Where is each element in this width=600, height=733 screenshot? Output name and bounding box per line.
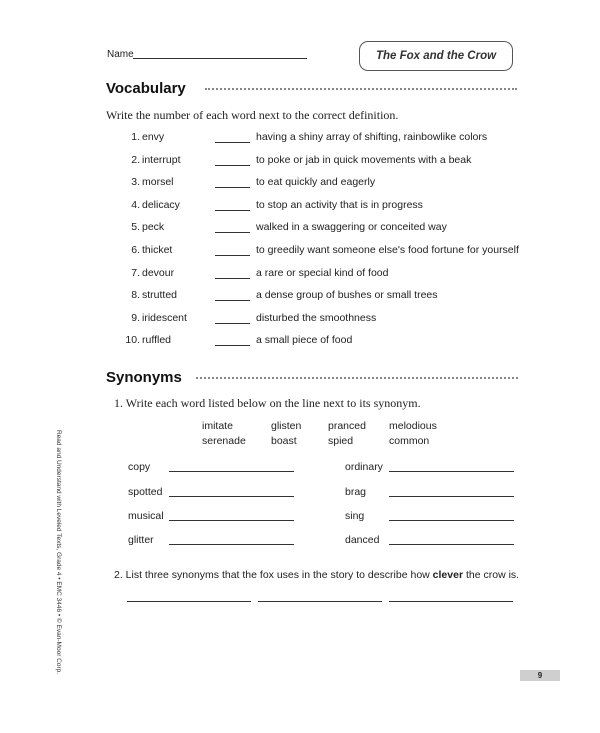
vocabulary-instructions: Write the number of each word next to the correct definition. — [106, 108, 399, 122]
word-bank-word: melodious — [389, 420, 437, 432]
vocabulary-item — [0, 176, 600, 190]
word-bank-word: common — [389, 435, 430, 447]
definition: to stop an activity that is in progress — [256, 198, 423, 211]
word-bank-word: imitate — [202, 420, 233, 432]
answer-blank[interactable] — [215, 323, 250, 324]
synonym-answer-line-left[interactable] — [169, 496, 294, 497]
synonym-word-left: musical — [128, 510, 164, 522]
item-number: 1. — [131, 131, 140, 143]
item-number: 10. — [125, 334, 140, 347]
synonyms-divider — [196, 377, 518, 379]
vocabulary-heading: Vocabulary — [106, 80, 186, 97]
vocabulary-item — [0, 312, 600, 326]
answer-blank[interactable] — [215, 300, 250, 301]
synonym-word-right: danced — [345, 534, 380, 546]
vocabulary-item — [0, 221, 600, 235]
definition: to eat quickly and eagerly — [256, 176, 376, 189]
answer-blank[interactable] — [215, 232, 250, 233]
definition: a small piece of food — [256, 334, 353, 347]
vocab-word: thicket — [142, 244, 173, 256]
definition: to poke or jab in quick movements with a beak — [256, 153, 472, 166]
answer-line-1[interactable] — [127, 601, 251, 602]
synonym-answer-line-right[interactable] — [389, 496, 514, 497]
word-bank-word: spied — [328, 435, 354, 447]
vocab-word: delicacy — [142, 198, 180, 211]
story-title-box — [359, 41, 513, 71]
synonyms-heading: Synonyms — [106, 369, 182, 386]
word-bank-word: boast — [271, 435, 297, 447]
item-number: 6. — [131, 244, 140, 256]
word-bank-word: serenade — [202, 435, 246, 447]
vocabulary-item — [0, 199, 600, 213]
answer-blank[interactable] — [215, 187, 250, 188]
vocab-word: devour — [142, 266, 175, 279]
vocab-word: peck — [142, 221, 165, 234]
answer-line-3[interactable] — [389, 601, 513, 602]
synonym-word-left: spotted — [128, 486, 163, 498]
item-number: 3. — [131, 176, 140, 189]
synonym-answer-line-right[interactable] — [389, 471, 514, 472]
vocab-word: envy — [142, 131, 165, 143]
synonym-word-left: copy — [128, 461, 151, 473]
answer-blank[interactable] — [215, 278, 250, 279]
vocab-word: strutted — [142, 289, 178, 302]
synonym-word-right: brag — [345, 486, 367, 498]
synonym-answer-line-left[interactable] — [169, 544, 294, 545]
answer-blank[interactable] — [215, 210, 250, 211]
q2-suffix: the crow is. — [463, 569, 520, 581]
vocabulary-item — [0, 244, 600, 258]
definition: having a shiny array of shifting, rainbowlike colors — [256, 131, 488, 143]
definition: a rare or special kind of food — [256, 266, 389, 279]
synonyms-question-2 — [114, 569, 519, 581]
word-bank-word: glisten — [271, 420, 302, 432]
synonym-answer-line-right[interactable] — [389, 544, 514, 545]
item-number: 5. — [131, 221, 140, 234]
definition: to greedily want someone else's food fortune for yourself — [256, 244, 519, 256]
story-title: The Fox and the Crow — [375, 50, 497, 62]
answer-blank[interactable] — [215, 255, 250, 256]
definition: walked in a swaggering or conceited way — [256, 221, 447, 234]
answer-line-2[interactable] — [258, 601, 382, 602]
item-number: 7. — [131, 266, 140, 279]
item-number: 9. — [131, 311, 140, 324]
definition: disturbed the smoothness — [256, 311, 377, 324]
synonyms-question-1: 1. Write each word listed below on the line next to its synonym. — [114, 396, 421, 410]
page-number: 9 — [520, 670, 560, 681]
vocabulary-item — [0, 289, 600, 303]
vocabulary-item — [0, 131, 600, 145]
name-label: Name — [107, 49, 134, 60]
vocabulary-item — [0, 334, 600, 348]
q2-bold-word: clever — [432, 569, 464, 581]
q2-prefix: 2. List three synonyms that the fox uses in the story to describe how — [114, 569, 433, 581]
synonym-answer-line-left[interactable] — [169, 520, 294, 521]
synonym-word-left: glitter — [128, 534, 154, 546]
answer-blank[interactable] — [215, 142, 250, 143]
definition: a dense group of bushes or small trees — [256, 289, 438, 302]
synonym-answer-line-right[interactable] — [389, 520, 514, 521]
vocab-word: morsel — [142, 176, 174, 189]
copyright-side-text: Read and Understand with Leveled Texts, Grade 4 • EMC 3446 • © Evan-Moor Corp. — [55, 430, 62, 675]
answer-blank[interactable] — [215, 345, 250, 346]
vocab-word: iridescent — [142, 311, 187, 324]
item-number: 8. — [131, 289, 140, 302]
vocabulary-item — [0, 154, 600, 168]
synonym-word-right: ordinary — [345, 461, 383, 473]
vocab-word: ruffled — [142, 334, 171, 347]
word-bank-word: pranced — [328, 420, 366, 432]
name-field-line[interactable] — [133, 58, 307, 59]
synonym-answer-line-left[interactable] — [169, 471, 294, 472]
item-number: 2. — [131, 153, 140, 166]
item-number: 4. — [131, 198, 140, 211]
vocabulary-item — [0, 267, 600, 281]
synonym-word-right: sing — [345, 510, 365, 522]
answer-blank[interactable] — [215, 165, 250, 166]
vocab-word: interrupt — [142, 153, 181, 166]
vocabulary-divider — [205, 88, 517, 90]
